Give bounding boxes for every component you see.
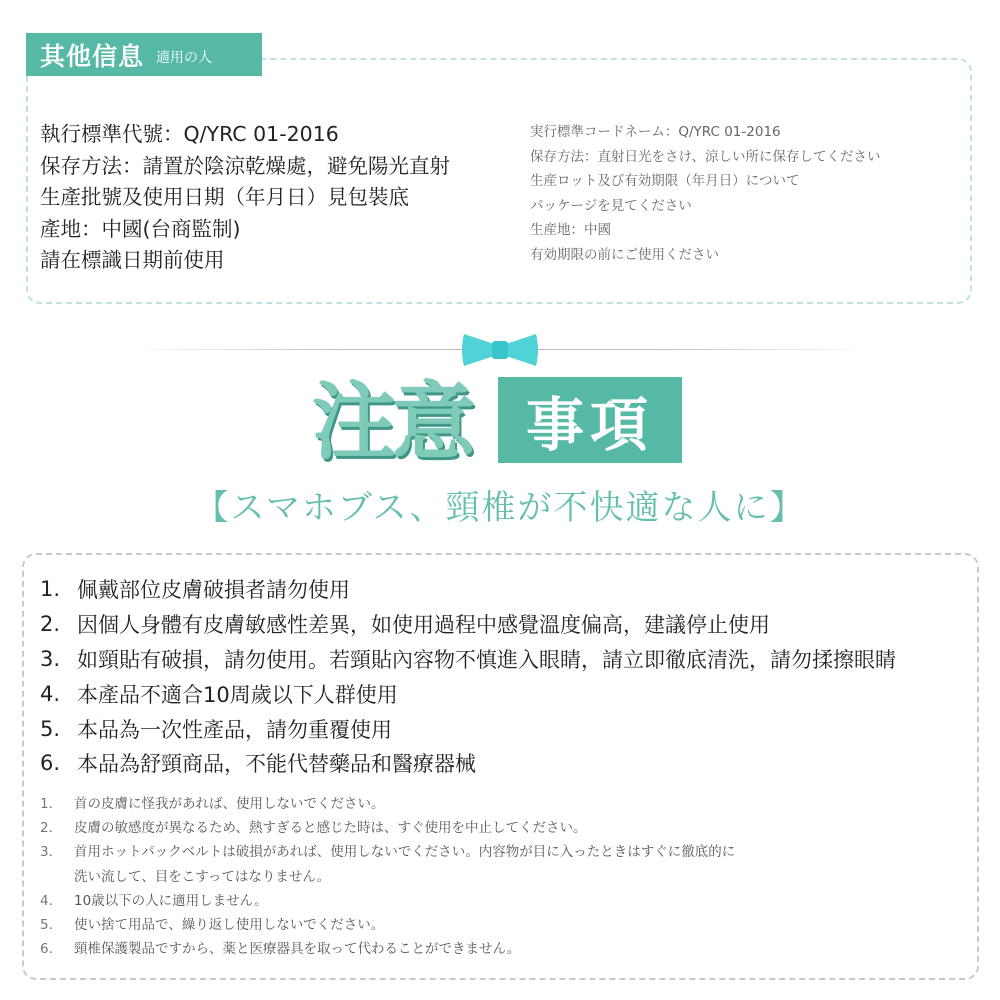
list-item	[40, 746, 970, 781]
heading-caution-left: 注意	[312, 373, 473, 471]
item-number: 6.	[40, 941, 53, 958]
item-text	[74, 840, 735, 888]
item-text: 本品為一次性產品，請勿重覆使用	[77, 717, 392, 742]
bow-tie-icon	[460, 330, 540, 370]
item-text: 本產品不適合10周歲以下人群使用	[77, 682, 398, 707]
item-number: 1.	[40, 796, 53, 812]
item-number: 1.	[40, 577, 61, 602]
info-japanese-block	[530, 120, 960, 267]
item-text: 佩戴部位皮膚破損者請勿使用	[77, 578, 350, 603]
item-text-line: 洗い流して、目をこすってはなりません。	[74, 868, 331, 885]
info-jp-line: 実行標準コードネーム：Q/YRC 01-2016	[530, 124, 781, 140]
caution-list-japanese	[40, 792, 940, 961]
item-text-line: 首用ホットパックベルトは破損があれば、使用しないでください。内容物が目に入ったときはすぐに徹底的に	[74, 844, 736, 861]
item-number: 4.	[40, 892, 53, 909]
list-item	[40, 937, 940, 961]
list-item	[40, 792, 940, 816]
list-item	[40, 913, 940, 937]
info-batch-date: 生產批號及使用日期（年月日）見包裝底	[40, 185, 409, 209]
heading-subtitle: 【スマホブス、頸椎が不快適な人に】	[194, 488, 806, 528]
list-item	[40, 816, 940, 840]
item-text	[74, 913, 384, 937]
info-jp-line: 生産地：中國	[530, 222, 611, 238]
info-standard-code: 執行標準代號：Q/YRC 01-2016	[40, 122, 339, 146]
list-item	[40, 676, 970, 711]
info-storage: 保存方法：請置於陰涼乾燥處，避免陽光直射	[40, 153, 450, 178]
info-jp-line: 有効期限の前にご使用ください	[530, 246, 719, 263]
info-jp-line: パッケージを見てください	[530, 197, 692, 214]
info-origin: 產地：中國(台商監制)	[40, 216, 241, 241]
item-number: 3.	[40, 646, 61, 671]
info-jp-line: 保存方法：直射日光をさけ、涼しい所に保存してください	[530, 148, 881, 165]
item-text-line: 使い捨て用品で、繰り返し使用しないでください。	[74, 917, 385, 934]
list-item	[40, 711, 970, 746]
item-text-line: 首の皮膚に怪我があれば、使用しないでください。	[74, 796, 385, 812]
item-number: 2.	[40, 820, 53, 837]
item-text	[74, 792, 385, 816]
info-chinese-block	[40, 119, 510, 277]
item-text-line: 頸椎保護製品ですから、薬と医療器具を取って代わることができません。	[74, 941, 521, 958]
section-tag	[26, 33, 262, 76]
list-item	[40, 572, 970, 607]
item-text: 本品為舒頸商品，不能代替藥品和醫療器械	[77, 752, 476, 777]
info-use-before: 請在標識日期前使用	[40, 248, 225, 272]
info-jp-line: 生産ロット及び有効期限（年月日）について	[530, 173, 800, 189]
item-text-line: 皮膚の敏感度が異なるため、熱すぎると感じた時は、すぐ使用を中止してください。	[74, 820, 587, 837]
item-number: 2.	[40, 612, 61, 637]
section-subtitle: 適用の人	[156, 49, 213, 66]
list-item	[40, 889, 940, 913]
item-text: 因個人身體有皮膚敏感性差異，如使用過程中感覺溫度偏高，建議停止使用	[77, 613, 770, 638]
item-number: 5.	[40, 716, 61, 741]
item-text	[74, 937, 520, 961]
list-item	[40, 642, 970, 677]
item-number: 4.	[40, 681, 61, 706]
heading-caution-right: 事項	[498, 377, 682, 463]
item-number: 3.	[40, 844, 53, 861]
list-item	[40, 607, 970, 642]
list-item	[40, 840, 940, 888]
item-text-line: 10歳以下の人に適用しません。	[74, 892, 268, 909]
item-number: 6.	[40, 751, 61, 776]
item-text: 如頸貼有破損，請勿使用。若頸貼內容物不慎進入眼睛，請立即徹底清洗，請勿揉擦眼睛	[77, 647, 896, 672]
caution-list-chinese	[40, 572, 970, 781]
section-title: 其他信息	[40, 41, 145, 71]
item-number: 5.	[40, 917, 53, 934]
item-text	[74, 816, 586, 840]
item-text	[74, 889, 268, 913]
